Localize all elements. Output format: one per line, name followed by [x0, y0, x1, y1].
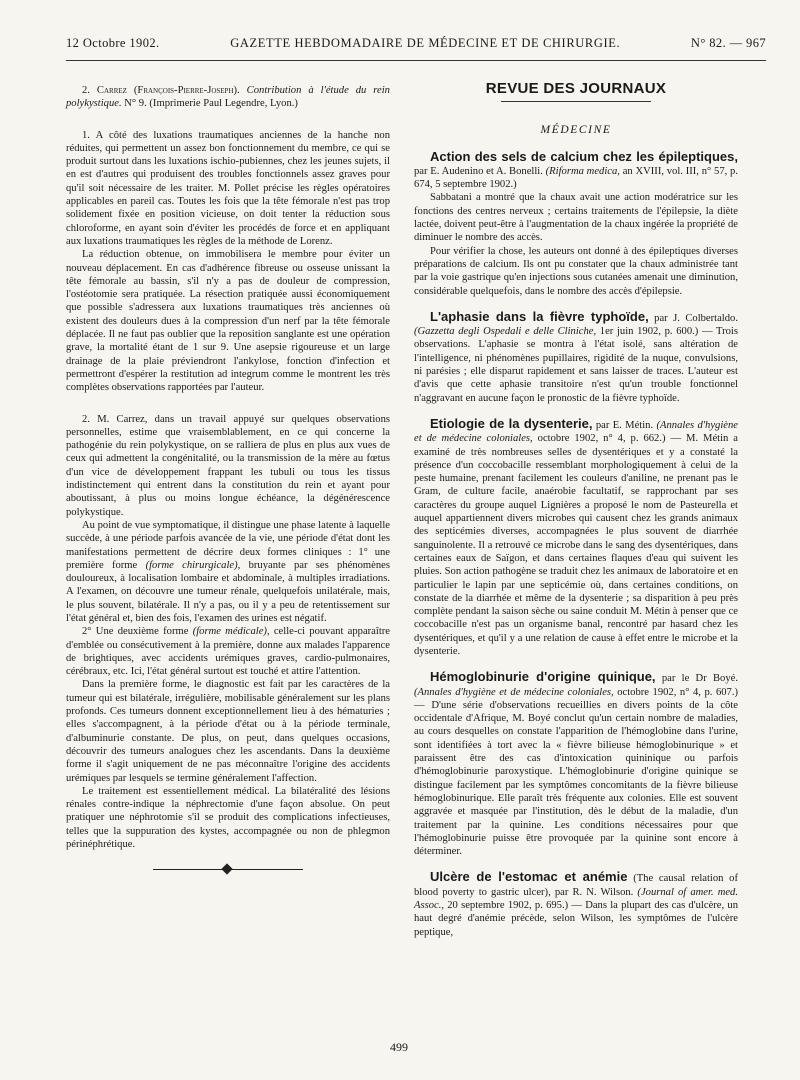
- article-title: Hémoglobinurie d'origine quinique,: [430, 669, 656, 685]
- article-body: 20 septembre 1902, p. 695.) — Dans la plupart des cas d'ulcère, un haut degré d'anémie précède, selon Wilson, les symptômes de l'ulcère peptique,: [414, 900, 738, 938]
- article-author: par le Dr Boyé.: [655, 673, 738, 685]
- article-title: Ulcère de l'estomac et anémie: [430, 869, 628, 885]
- article-heading: [414, 870, 738, 938]
- article-heading: [414, 670, 738, 858]
- left-column: [66, 84, 390, 875]
- paragraph: Pour vérifier la chose, les auteurs ont donné à des épileptiques diverses préparations de calcium. Ils ont pu constater que la chaux administrée tant par la voie gastrique qu'en injections sous cutanées amenait une diminution, considérable quelquefois, dans le nombre des accès d'épilepsie.: [414, 245, 738, 297]
- right-column: [414, 80, 739, 939]
- article-heading: [414, 310, 738, 405]
- diamond-ornament-icon: [221, 864, 232, 875]
- bibliographic-reference: [66, 84, 390, 111]
- article-source: (Gazzetta degli Ospedali e delle Cliniche,: [414, 326, 597, 338]
- article-author: (The causal relation of blood poverty to gastric ulcer), par R. N. Wilson.: [414, 873, 738, 898]
- paragraph: 1. A côté des luxations traumatiques anciennes de la hanche non réduites, qui permettent un assez bon fonctionnement du membre, ce qui se produit surtout dans les luxations ischio-pubiennes, chez les jeunes sujets, il en est d'autres qui produisent des troubles fonctionnels assez graves pour qu'il soit nécessaire de les traiter. M. Pollet précise les règles opératoires applicables en pareil cas. Toutes les fois que la tête fémorale n'est pas trop solidement fixée en position vicieuse, on doit tenter la réduction sous chloroforme, en ayant soin d'éviter les procédés de force et en appliquant aux luxations traumatiques les règles de la méthode de Lorenz.: [66, 129, 390, 247]
- article-heading: [414, 150, 738, 192]
- text-run: , celle-ci pouvant apparaître d'emblée ou consécutivement à la première, donne aux malades l'apparence de brightiques, avec accidents urémiques graves, cardio-pulmonaires, cérébraux, etc. Ici, l'état général surtout est touché et attire l'attention.: [66, 626, 391, 678]
- article-body: octobre 1902, n° 4, p. 662.) — M. Métin a examiné de très nombreuses selles de dysentériques et y a constaté la présence d'un coccobacille ressemblant morphologiquement à celui de la peste humaine, prenant facilement les couleurs d'aniline, ne prenant pas le Gram, de culture facile, anaérobie facultatif, se rapprochant par ses caractères du groupe auquel Lignières a proposé le nom de Pasteurella et auquel appartiennent divers microbes qui causent chez les grands animaux des septicémies diverses, accompagnées le plus souvent de diarrhée sanguinolente. Il a retrouvé ce microbe dans le sang des dysentériques, dans certaines eaux de Saïgon, et dans certaines flaques d'eau qui suivent les pluies. Son action pathogène se traduit chez les animaux de laboratoire et en particulier le lapin par une septicémie où, dans certaines conditions, on constate de la diarrhée et même de la dysenterie ; sa disparition à peu près complète pendant la saison sèche ou saine conduit M. Métin à penser que ce coccobacille n'est pas un organisme banal, rencontré par hasard chez les dysentériques, et qu'il y a une relation de cause à effet entre le microbe et la dysenterie.: [414, 433, 739, 657]
- paragraph: Sabbatani a montré que la chaux avait une action modératrice sur les fonctions des centres nerveux ; certains traitements de l'épilepsie, la diète lactée, doivent peut-être à l'augmentation de la chaux ingérée la propriété de diminuer le nombre des accès.: [414, 192, 738, 244]
- text-run: , bruyante par ses phénomènes douloureux, à localisation lombaire et abdominale, à multiples irradiations. A l'examen, on découvre une tumeur rénale, quelquefois unilatérale, mais, le plus souvent, bilatérale. Il n'y a pas, ou il y a peu de retentissement sur l'état général et, bien des fois, l'examen des urines est négatif.: [66, 559, 390, 624]
- article-heading: [414, 417, 738, 658]
- article-body: 1er juin 1902, p. 600.) — Trois observations. L'aphasie se montra à l'état isolé, sans altération de l'intelligence, ni phénomènes pupillaires, rigidité de la nuque, convulsions, ni parésies ; elle disparut rapidement et sans laisser de traces. L'auteur est d'avis que cette aphasie transitoire n'est qu'un trouble fonctionnel n'aggravant en aucune façon le pronostic de la fièvre typhoïde.: [414, 326, 738, 404]
- paragraph: Dans la première forme, le diagnostic est fait par les caractères de la tumeur qui est bilatérale, irrégulière, mobilisable généralement sur les plans profonds. Ces tumeurs donnent exceptionnellement lieu à des hématuries ; elles s'accompagnent, à la période d'état ou à la période terminale, d'albuminurie constante. De plus, on peut, dans quelques occasions, découvrir des tumeurs analogues chez les ascendants. Dans la deuxième forme il s'agit uniquement de ne pas méconnaître l'origine des accidents urémiques par lesquels se termine généralement l'affection.: [66, 679, 390, 784]
- section-rule: [501, 101, 651, 102]
- article-source: (Riforma medica,: [545, 165, 620, 177]
- header-rule: [66, 60, 766, 61]
- paragraph: Le traitement est essentiellement médical. La bilatéralité des lésions rénales contre-indique la néphrectomie d'une façon absolue. On peut pratiquer une néphrotomie s'il se produit des complications infectieuses, telles que la suppuration des kystes, accompagnée ou non de phlegmon périnéphrétique.: [66, 785, 390, 851]
- page-folio: 499: [390, 1040, 408, 1054]
- article-title: L'aphasie dans la fièvre typhoïde,: [430, 308, 649, 324]
- ref-number: 2.: [82, 85, 90, 96]
- paragraph: [66, 625, 390, 678]
- section-title: REVUE DES JOURNAUX: [485, 80, 667, 97]
- header-issue-page: N° 82. — 967: [690, 36, 766, 50]
- ref-author: Carrez (François-Pierre-Joseph).: [96, 85, 240, 96]
- article-source: (Journal of amer. med. Assoc.,: [414, 886, 738, 912]
- running-header: [66, 36, 766, 58]
- header-journal-title: GAZETTE HEBDOMADAIRE DE MÉDECINE ET DE CHIRURGIE.: [230, 36, 621, 50]
- subsection-heading: MÉDECINE: [540, 124, 612, 137]
- header-date: 12 Octobre 1902.: [66, 36, 160, 50]
- article-author: par J. Colbertaldo.: [648, 312, 738, 324]
- article-title: Action des sels de calcium chez les épileptiques,: [430, 148, 738, 164]
- text-run-italic: (forme chirurgicale): [145, 559, 238, 571]
- text-run-italic: (forme médicale): [192, 626, 267, 638]
- ref-publisher: N° 9. (Imprimerie Paul Legendre, Lyon.): [124, 98, 298, 110]
- article-source: (Annales d'hygiène et de médecine coloniales,: [414, 686, 614, 698]
- ornamental-rule: [153, 865, 303, 875]
- article-title: Etiologie de la dysenterie,: [430, 415, 593, 431]
- article-body: octobre 1902, n° 4, p. 607.) — D'une série d'observations recueillies en divers points de la côte occidentale d'Afrique, M. Boyé conclut qu'un certain nombre de maladies, au cours desquelles on constate l'apparition de l'hémoglobine dans l'urine, sont identifiées à tort avec la « fièvre bilieuse hémoglobinurique » et paraissent être des cas d'intoxication quininique ou parfois d'hémoglobinurie paroxystique. L'hémoglobinurie d'origine quinique se distingue facilement par les symptômes concomitants de la fièvre bilieuse hémoglobinurique. Elle paraît très fréquente aux colonies. Elle est souvent aggravée et masquée par l'institution, dès le début de la maladie, d'un traitement par la quinine. Les conditions nécessaires pour que l'hémoglobinurie puisse être provoquée par la quinine sont encore à déterminer.: [414, 686, 739, 858]
- text-run: 2° Une deuxième forme: [82, 626, 193, 638]
- article-author: par E. Métin.: [592, 419, 657, 431]
- article-author: par E. Audenino et A. Bonelli.: [414, 165, 546, 177]
- paragraph: [66, 519, 390, 625]
- paragraph: 2. M. Carrez, dans un travail appuyé sur quelques observations personnelles, estime que vraisemblablement, en ce qui concerne la pathogénie du rein polykystique, on se ralliera de plus en plus aux vues de ceux qui admettent la congénitalité, ou la transmission de la mère au fœtus d'un vice de développement frappant les tubuli ou tous les tissus indistinctement qui entrent dans la constitution du rein et ayant pour aboutissant, à plus ou moins longue échéance, la dégénérescence polykystique.: [66, 413, 390, 518]
- text-run: Au point de vue symptomatique, il distingue une phase latente à laquelle succède, à une période parfois avancée de la vie, une période d'état dont les manifestations permettent de décrire deux formes cliniques : 1° une première forme: [66, 519, 390, 571]
- paragraph: La réduction obtenue, on immobilisera le membre pour éviter un nouveau déplacement. En cas d'adhérence fibreuse ou osseuse unissant la tête fémorale au bassin, s'il n'y a pas de douleur de compression, l'ostéotomie sera pratiquée. La résection pratiquée aussi économiquement que possible s'adressera aux luxations traumatiques très anciennes où existent des douleurs dues à la compression d'un nerf par la tête fémorale déplacée. Il ne faut pas oublier que la reposition sanglante est une opération grave, la mortalité étant de 1 sur 9. Une asepsie rigoureuse et un large drainage de la plaie préviendront l'ankylose, fonction d'infection et permettront d'espérer la restitution ad integrum comme le montrent les très complètes observations rapportées par l'auteur.: [66, 249, 390, 394]
- article-citation: an XVIII, vol. III, n° 57, p. 674, 5 septembre 1902.): [414, 165, 738, 191]
- ref-title: Contribution à l'étude du rein polykystique.: [66, 85, 390, 110]
- article-source: (Annales d'hygiène et de médecine coloniales,: [414, 419, 738, 445]
